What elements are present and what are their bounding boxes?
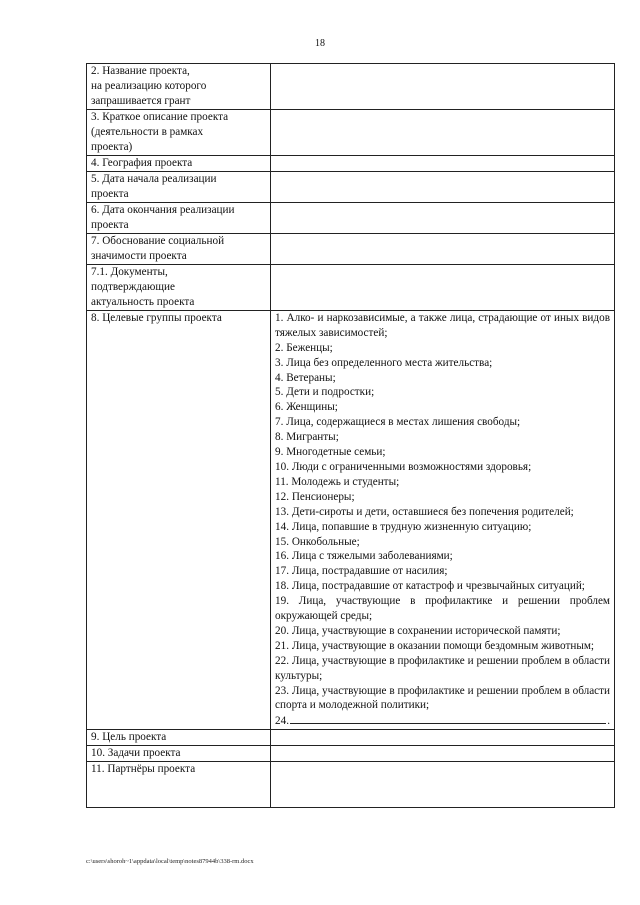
row-label: 8. Целевые группы проекта — [87, 310, 271, 729]
page-number: 18 — [315, 38, 325, 49]
target-group-item: 13. Дети-сироты и дети, оставшиеся без попечения родителей; — [275, 505, 574, 518]
row-label: 9. Цель проекта — [87, 730, 271, 746]
target-groups-cell — [271, 310, 615, 729]
target-group-item: 11. Молодежь и студенты; — [275, 475, 400, 488]
target-group-item: 14. Лица, попавшие в трудную жизненную ситуацию; — [275, 520, 532, 533]
row-label: 7. Обоснование социальной значимости проекта — [87, 233, 271, 264]
target-group-item: 9. Многодетные семьи; — [275, 446, 386, 459]
table-row-social-significance — [87, 233, 615, 264]
table-row-target-groups — [87, 310, 615, 729]
target-group-item: 7. Лица, содержащиеся в местах лишения свободы; — [275, 416, 521, 429]
target-group-item: 21. Лица, участвующие в оказании помощи бездомным животным; — [275, 639, 595, 652]
target-group-item: 20. Лица, участвующие в сохранении исторической памяти; — [275, 624, 561, 637]
target-group-item: 10. Люди с ограниченными возможностями здоровья; — [275, 460, 532, 473]
table-row-supporting-documents — [87, 264, 615, 310]
supporting-documents-field[interactable] — [271, 264, 615, 310]
row-label: 4. География проекта — [87, 156, 271, 172]
target-group-item: 2. Беженцы; — [275, 341, 333, 354]
row-label: 2. Название проекта, на реализацию которого запрашивается грант — [87, 64, 271, 110]
target-group-item: 17. Лица, пострадавшие от насилия; — [275, 565, 448, 578]
row-label: 3. Краткое описание проекта (деятельности в рамках проекта) — [87, 110, 271, 156]
table-row-project-tasks — [87, 746, 615, 762]
project-description-field[interactable] — [271, 110, 615, 156]
table-row-project-partners — [87, 762, 615, 808]
project-partners-field[interactable] — [271, 762, 615, 808]
document-path-footer: c:\users\shoroh~1\appdata\local\temp\notes87944b\338-rm.docx — [86, 858, 254, 865]
project-name-field[interactable] — [271, 64, 615, 110]
target-groups-list — [275, 311, 610, 729]
target-group-item: 23. Лица, участвующие в профилактике и решении проблем в области спорта и молодежной политики; — [275, 684, 610, 712]
start-date-field[interactable] — [271, 171, 615, 202]
table-row-project-geography — [87, 156, 615, 172]
target-group-item: 15. Онкобольные; — [275, 535, 360, 548]
table-row-project-goal — [87, 730, 615, 746]
target-group-item: 18. Лица, пострадавшие от катастроф и чрезвычайных ситуаций; — [275, 580, 585, 593]
social-significance-field[interactable] — [271, 233, 615, 264]
target-group-other-item — [275, 713, 610, 729]
other-group-end: . — [607, 715, 610, 728]
project-geography-field[interactable] — [271, 156, 615, 172]
target-group-item: 8. Мигранты; — [275, 431, 339, 444]
target-group-item: 3. Лица без определенного места жительства; — [275, 356, 493, 369]
row-label: 10. Задачи проекта — [87, 746, 271, 762]
other-group-blank-line[interactable] — [290, 713, 606, 724]
end-date-field[interactable] — [271, 202, 615, 233]
target-group-item: 22. Лица, участвующие в профилактике и решении проблем в области культуры; — [275, 654, 610, 682]
target-group-item: 12. Пенсионеры; — [275, 490, 355, 503]
table-row-project-description — [87, 110, 615, 156]
row-label: 7.1. Документы, подтверждающие актуальность проекта — [87, 264, 271, 310]
table-row-start-date — [87, 171, 615, 202]
table-row-end-date — [87, 202, 615, 233]
project-goal-field[interactable] — [271, 730, 615, 746]
row-label: 11. Партнёры проекта — [87, 762, 271, 808]
target-group-item: 1. Алко- и наркозависимые, а также лица, страдающие от иных видов тяжелых зависимостей; — [275, 311, 610, 339]
target-group-item: 4. Ветераны; — [275, 371, 336, 384]
target-group-item: 16. Лица с тяжелыми заболеваниями; — [275, 550, 453, 563]
row-label: 6. Дата окончания реализации проекта — [87, 202, 271, 233]
target-group-item: 5. Дети и подростки; — [275, 386, 375, 399]
project-tasks-field[interactable] — [271, 746, 615, 762]
project-form-table — [86, 63, 615, 808]
table-row-project-name — [87, 64, 615, 110]
other-group-number: 24. — [275, 715, 290, 728]
row-label: 5. Дата начала реализации проекта — [87, 171, 271, 202]
target-group-item: 19. Лица, участвующие в профилактике и решении проблем окружающей среды; — [275, 595, 610, 623]
target-group-item: 6. Женщины; — [275, 401, 338, 414]
